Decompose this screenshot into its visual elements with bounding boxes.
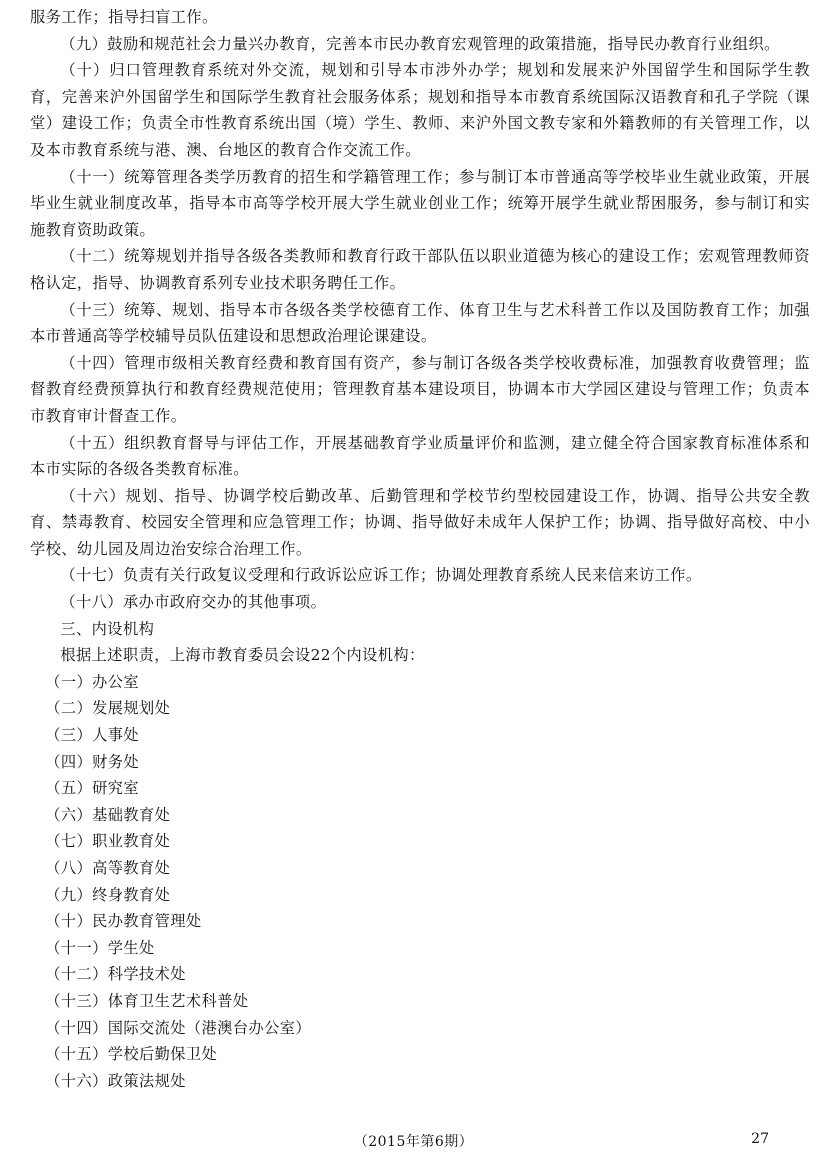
list-item: （十三）体育卫生艺术科普处: [45, 991, 249, 1010]
list-item: （七）职业教育处: [45, 832, 171, 851]
list-item: （十一）学生处: [45, 938, 155, 957]
department-list: [30, 669, 810, 1095]
paragraph-item-16: （十六）规划、指导、协调学校后勤改革、后勤管理和学校节约型校园建设工作，协调、指导公共安全教育、禁毒教育、校园安全管理和应急管理工作；协调、指导做好未成年人保护工作；协调、指导做好高校、中小学校、幼儿园及周边治安综合治理工作。: [30, 486, 810, 558]
page-number: 27: [751, 1131, 769, 1147]
list-item: （二）发展规划处: [45, 699, 171, 718]
list-item: （十四）国际交流处（港澳台办公室）: [45, 1018, 312, 1037]
paragraph-item-10: （十）归口管理教育系统对外交流，规划和引导本市涉外办学；规划和发展来沪外国留学生和国际学生教育，完善来沪外国留学生和国际学生教育社会服务体系；规划和指导本市教育系统国际汉语教育和孔子学院（课堂）建设工作；负责全市性教育系统出国（境）学生、教师、来沪外国文教专家和外籍教师的有关管理工作，以及本市教育系统与港、澳、台地区的教育合作交流工作。: [30, 61, 810, 159]
paragraph-item-17: （十七）负责有关行政复议受理和行政诉讼应诉工作；协调处理教育系统人民来信来访工作。: [60, 566, 702, 585]
list-item: （十二）科学技术处: [45, 965, 186, 984]
list-item: （八）高等教育处: [45, 859, 171, 877]
paragraph-item-15: （十五）组织教育督导与评估工作，开展基础教育学业质量评价和监测，建立健全符合国家教育标准体系和本市实际的各级各类教育标准。: [30, 433, 810, 479]
list-item: （九）终身教育处: [45, 885, 171, 904]
paragraph-item-13: （十三）统筹、规划、指导本市各级各类学校德育工作、体育卫生与艺术科普工作以及国防教育工作；加强本市普通高等学校辅导员队伍建设和思想政治理论课建设。: [30, 300, 810, 346]
list-item: （十）民办教育管理处: [45, 912, 202, 931]
list-item: （一）办公室: [45, 672, 140, 691]
list-item: （六）基础教育处: [45, 805, 171, 824]
list-item: （十六）政策法规处: [45, 1071, 186, 1090]
list-item: （四）财务处: [45, 752, 140, 771]
list-item: （五）研究室: [45, 779, 140, 798]
body-text: [30, 4, 810, 1094]
section-heading: 三、内设机构: [60, 619, 155, 638]
list-item: （十五）学校后勤保卫处: [45, 1045, 218, 1064]
paragraph-continuation: 服务工作；指导扫盲工作。: [30, 8, 218, 26]
list-item: （三）人事处: [45, 726, 140, 745]
paragraph-item-12: （十二）统筹规划并指导各级各类教师和教育行政干部队伍以职业道德为核心的建设工作；宏观管理教师资格认定，指导、协调教育系列专业技术职务聘任工作。: [30, 247, 810, 292]
footer-issue: （2015年第6期）: [353, 1134, 474, 1150]
paragraph-item-11: （十一）统筹管理各类学历教育的招生和学籍管理工作；参与制订本市普通高等学校毕业生就业政策，开展毕业生就业制度改革，指导本市高等学校开展大学生就业创业工作；统筹开展学生就业帮困服务，参与制订和实施教育资助政策。: [30, 167, 810, 239]
paragraph-item-18: （十八）承办市政府交办的其他事项。: [60, 593, 327, 612]
paragraph-item-14: （十四）管理市级相关教育经费和教育国有资产，参与制订各级各类学校收费标准，加强教育收费管理；监督教育经费预算执行和教育经费规范使用；管理教育基本建设项目，协调本市大学园区建设与管理工作；负责本市教育审计督查工作。: [30, 353, 810, 425]
section-intro: 根据上述职责，上海市教育委员会设22个内设机构：: [60, 646, 425, 665]
paragraph-item-9: （九）鼓励和规范社会力量兴办教育，完善本市民办教育宏观管理的政策措施，指导民办教育行业组织。: [60, 34, 780, 53]
